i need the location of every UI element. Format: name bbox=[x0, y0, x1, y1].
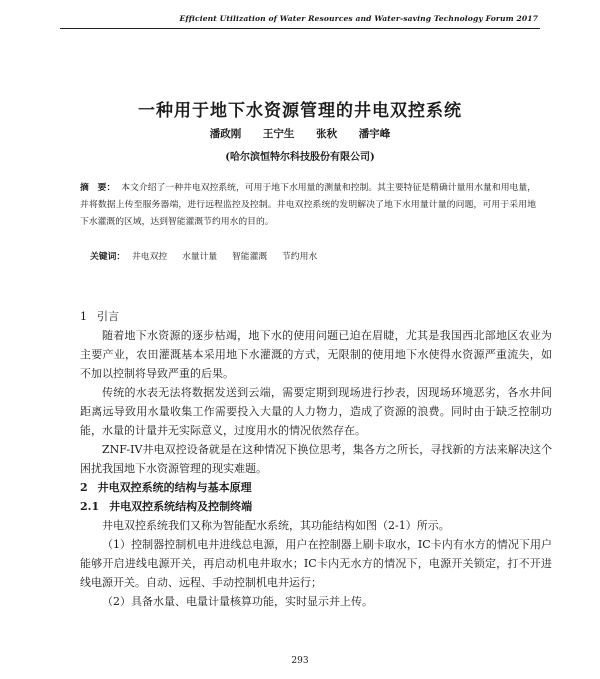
subsection-heading bbox=[80, 497, 552, 516]
author-list bbox=[0, 126, 600, 141]
author-name: 张秋 bbox=[316, 128, 338, 140]
section-number: 1 bbox=[80, 310, 87, 323]
author-name: 潘政刚 bbox=[209, 128, 242, 140]
body-text bbox=[80, 307, 552, 611]
paragraph: （2）具备水量、电量计量核算功能，实时显示并上传。 bbox=[102, 595, 373, 608]
keyword: 水量计量 bbox=[182, 252, 218, 262]
paragraph: （1）控制器控制机电井进线总电源，用户在控制器上刷卡取水，IC卡内有水方的情况下用户能够开启进线电源开关，再启动机电井取水；IC卡内无水方的情况下，电源开关锁定，打不开进线电源开关。自动、远程、手动控制机电井运行； bbox=[80, 538, 552, 589]
paragraph: 随着地下水资源的逐步枯竭，地下水的使用问题已迫在眉睫，尤其是我国西北部地区农业为主要产业，农田灌溉基本采用地下水灌溉的方式，无限制的使用地下水使得水资源严重流失，如不加以控制将导致严重的后果。 bbox=[80, 329, 552, 380]
section-heading bbox=[80, 307, 552, 326]
section-title: 引言 bbox=[97, 310, 119, 323]
author-name: 王宁生 bbox=[262, 128, 295, 140]
section-heading bbox=[80, 478, 552, 497]
abstract-label: 摘 要： bbox=[80, 183, 116, 193]
paper-title: 一种用于地下水资源管理的井电双控系统 bbox=[138, 101, 462, 121]
section-number: 2.1 bbox=[80, 500, 100, 513]
paragraph: 井电双控系统我们又称为智能配水系统，其功能结构如图（2-1）所示。 bbox=[102, 519, 450, 532]
keywords-label: 关键词： bbox=[90, 252, 126, 262]
paragraph: 传统的水表无法将数据发送到云端，需要定期到现场进行抄表，因现场环境恶劣，各水井间距离远导致用水量收集工作需要投入大量的人力物力，造成了资源的浪费。同时由于缺乏控制功能，水量的计量并无实际意义，过度用水的情况依然存在。 bbox=[80, 386, 552, 437]
keyword: 节约用水 bbox=[282, 252, 318, 262]
running-header: Efficient Utilization of Water Resources and Water-saving Technology Forum 2017 bbox=[179, 14, 538, 23]
affiliation: (哈尔滨恒特尔科技股份有限公司) bbox=[225, 152, 375, 163]
keyword: 智能灌溉 bbox=[232, 252, 268, 262]
header-rule bbox=[60, 28, 540, 29]
section-number: 2 bbox=[80, 481, 88, 494]
section-title: 井电双控系统的结构与基本原理 bbox=[97, 481, 252, 494]
keyword: 井电双控 bbox=[132, 252, 168, 262]
abstract bbox=[80, 180, 536, 231]
abstract-text: 本文介绍了一种井电双控系统，可用于地下水用量的测量和控制。其主要特征是精确计量用水量和用电量，并将数据上传至服务器端，进行远程监控及控制。井电双控系统的发明解决了地下水用量计量的问题，可用于采用地下水灌溉的区域，达到智能灌溉节约用水的目的。 bbox=[80, 183, 536, 227]
author-name: 潘宇峰 bbox=[358, 128, 391, 140]
keywords bbox=[90, 249, 536, 262]
section-title: 井电双控系统结构及控制终端 bbox=[109, 500, 253, 513]
page-number: 293 bbox=[291, 656, 309, 666]
paragraph: ZNF-IV井电双控设备就是在这种情况下换位思考，集各方之所长，寻找新的方法来解决这个困扰我国地下水资源管理的现实难题。 bbox=[80, 443, 552, 475]
